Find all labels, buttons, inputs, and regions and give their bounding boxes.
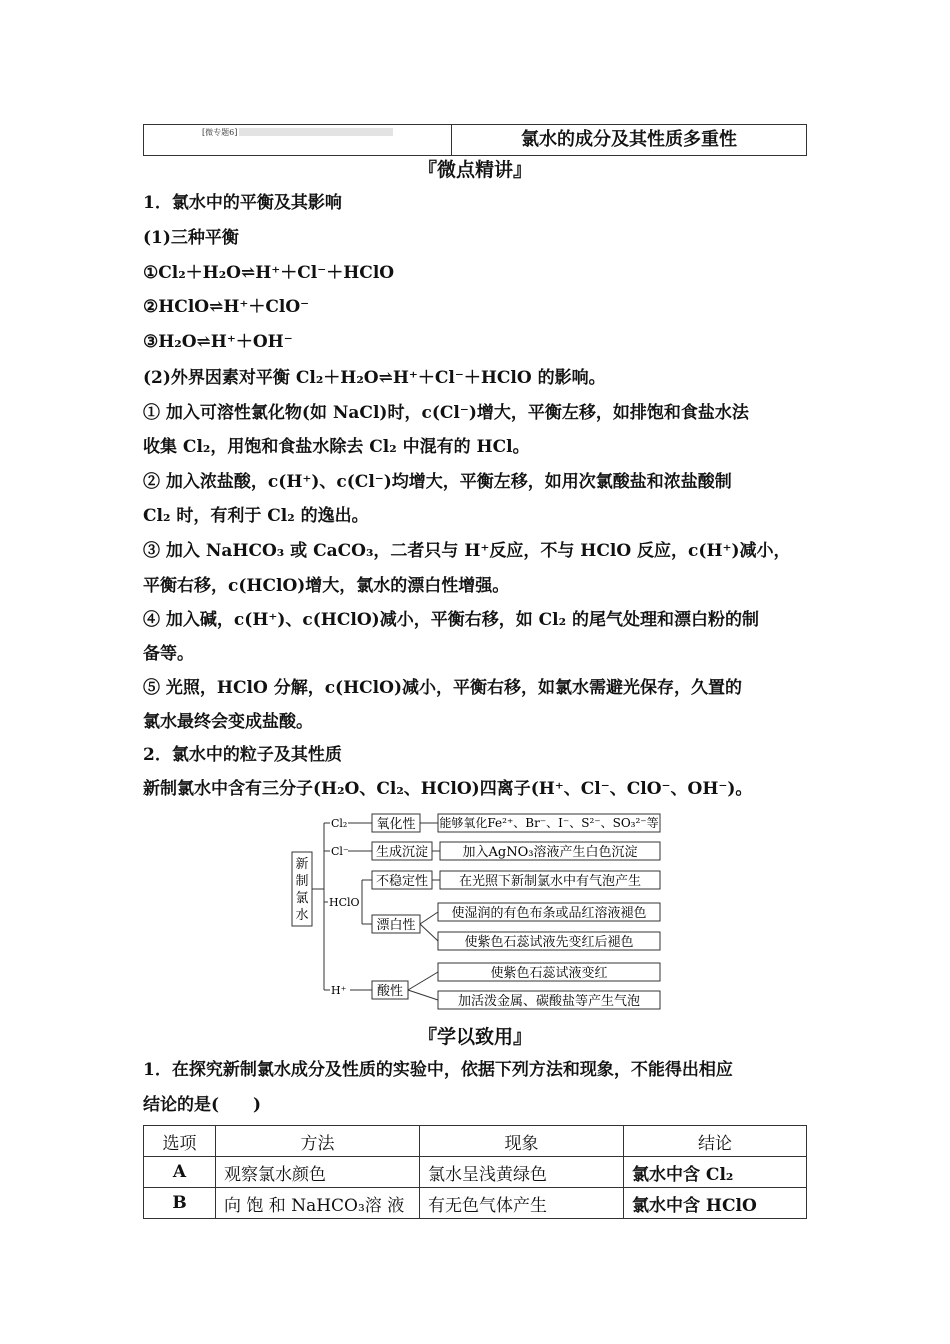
property-unstable: 不稳定性 [375, 874, 429, 889]
result-litmus-bleach: 使紫色石蕊试液先变红后褪色 [464, 935, 634, 950]
table-cell: 氯水中含 Cl₂ [624, 1157, 807, 1188]
table-header-cell: 现象 [420, 1126, 624, 1157]
question-line-1: 1．在探究新制氯水成分及性质的实验中，依据下列方法和现象，不能得出相应 [143, 1060, 733, 1080]
text-line: 1．氯水中的平衡及其影响 [143, 193, 342, 213]
root-char-1: 新 [295, 857, 309, 872]
chlorine-water-diagram [288, 810, 668, 1020]
species-cl-ion: Cl⁻ [331, 845, 349, 858]
table-header-cell: 方法 [216, 1126, 420, 1157]
options-table [143, 1125, 807, 1219]
result-bleach-cloth: 使湿润的有色布条或品红溶液褪色 [451, 906, 647, 921]
text-line: 新制氯水中含有三分子(H₂O、Cl₂、HClO)四离子(H⁺、Cl⁻、ClO⁻、OH⁻)。 [143, 779, 753, 799]
property-oxidizing: 氧化性 [376, 817, 416, 832]
section-title-lecture: 『微点精讲』 [417, 159, 532, 181]
header-bar [239, 128, 393, 136]
root-char-4: 水 [295, 908, 309, 923]
table-cell: 观察氯水颜色 [216, 1157, 420, 1188]
text-line: ④ 加入碱，c(H⁺)、c(HClO)减小，平衡右移，如 Cl₂ 的尾气处理和漂白粉的制 [143, 610, 759, 630]
result-oxidize: 能够氧化Fe²⁺、Br⁻、I⁻、S²⁻、SO₃²⁻等 [439, 816, 659, 830]
table-cell: B [144, 1188, 216, 1219]
table-row [144, 1188, 807, 1219]
result-gas-light: 在光照下新制氯水中有气泡产生 [458, 874, 642, 889]
text-line: Cl₂ 时，有利于 Cl₂ 的逸出。 [143, 506, 369, 526]
table-cell: 氯水中含 HClO [624, 1188, 807, 1219]
result-metal-gas: 加活泼金属、碳酸盐等产生气泡 [457, 994, 641, 1009]
text-line: ①Cl₂＋H₂O⇌H⁺＋Cl⁻＋HClO [143, 263, 395, 283]
text-line: (1)三种平衡 [143, 228, 239, 248]
table-header-cell: 结论 [624, 1126, 807, 1157]
table-cell: 有无色气体产生 [420, 1188, 624, 1219]
text-line: 平衡右移，c(HClO)增大，氯水的漂白性增强。 [143, 576, 510, 596]
section-title-practice: 『学以致用』 [417, 1026, 532, 1048]
property-acidic: 酸性 [376, 984, 404, 999]
text-line: 备等。 [143, 644, 194, 664]
result-precipitate: 加入AgNO₃溶液产生白色沉淀 [462, 845, 638, 860]
connector [420, 924, 438, 941]
connector [420, 912, 438, 924]
table-cell: 向 饱 和 NaHCO₃溶 液 [216, 1188, 420, 1219]
species-hclo: HClO [329, 896, 360, 909]
table-row [144, 1157, 807, 1188]
page-title: 氯水的成分及其性质多重性 [521, 129, 737, 150]
header-tag: [微专题6] [202, 128, 238, 137]
text-line: 2．氯水中的粒子及其性质 [143, 745, 342, 765]
root-char-2: 制 [295, 874, 309, 889]
text-line: (2)外界因素对平衡 Cl₂＋H₂O⇌H⁺＋Cl⁻＋HClO 的影响。 [143, 368, 606, 388]
text-line: ② 加入浓盐酸，c(H⁺)、c(Cl⁻)均增大，平衡左移，如用次氯酸盐和浓盐酸制 [143, 472, 732, 492]
header-box [143, 124, 807, 156]
table-cell: A [144, 1157, 216, 1188]
property-bleaching: 漂白性 [376, 918, 416, 933]
species-h-ion: H⁺ [331, 984, 347, 997]
species-cl2: Cl₂ [331, 817, 348, 830]
text-line: ⑤ 光照，HClO 分解，c(HClO)减小，平衡右移，如氯水需避光保存，久置的 [143, 678, 742, 698]
text-line: 氯水最终会变成盐酸。 [143, 712, 313, 732]
text-line: ③ 加入 NaHCO₃ 或 CaCO₃，二者只与 H⁺反应，不与 HClO 反应，c(H⁺)减小， [143, 541, 791, 561]
table-cell: 氯水呈浅黄绿色 [420, 1157, 624, 1188]
question-line-2: 结论的是( ) [143, 1095, 262, 1115]
root-char-3: 氯 [295, 891, 309, 906]
text-line: 收集 Cl₂，用饱和食盐水除去 Cl₂ 中混有的 HCl。 [143, 437, 530, 457]
property-precipitate: 生成沉淀 [375, 845, 429, 860]
table-header-row [144, 1126, 807, 1157]
connector [408, 972, 438, 990]
text-line: ②HClO⇌H⁺＋ClO⁻ [143, 297, 310, 317]
result-litmus-red: 使紫色石蕊试液变红 [490, 966, 608, 981]
text-line: ① 加入可溶性氯化物(如 NaCl)时，c(Cl⁻)增大，平衡左移，如排饱和食盐水法 [143, 403, 749, 423]
table-header-cell: 选项 [144, 1126, 216, 1157]
text-line: ③H₂O⇌H⁺＋OH⁻ [143, 332, 293, 352]
connector [408, 990, 438, 1000]
